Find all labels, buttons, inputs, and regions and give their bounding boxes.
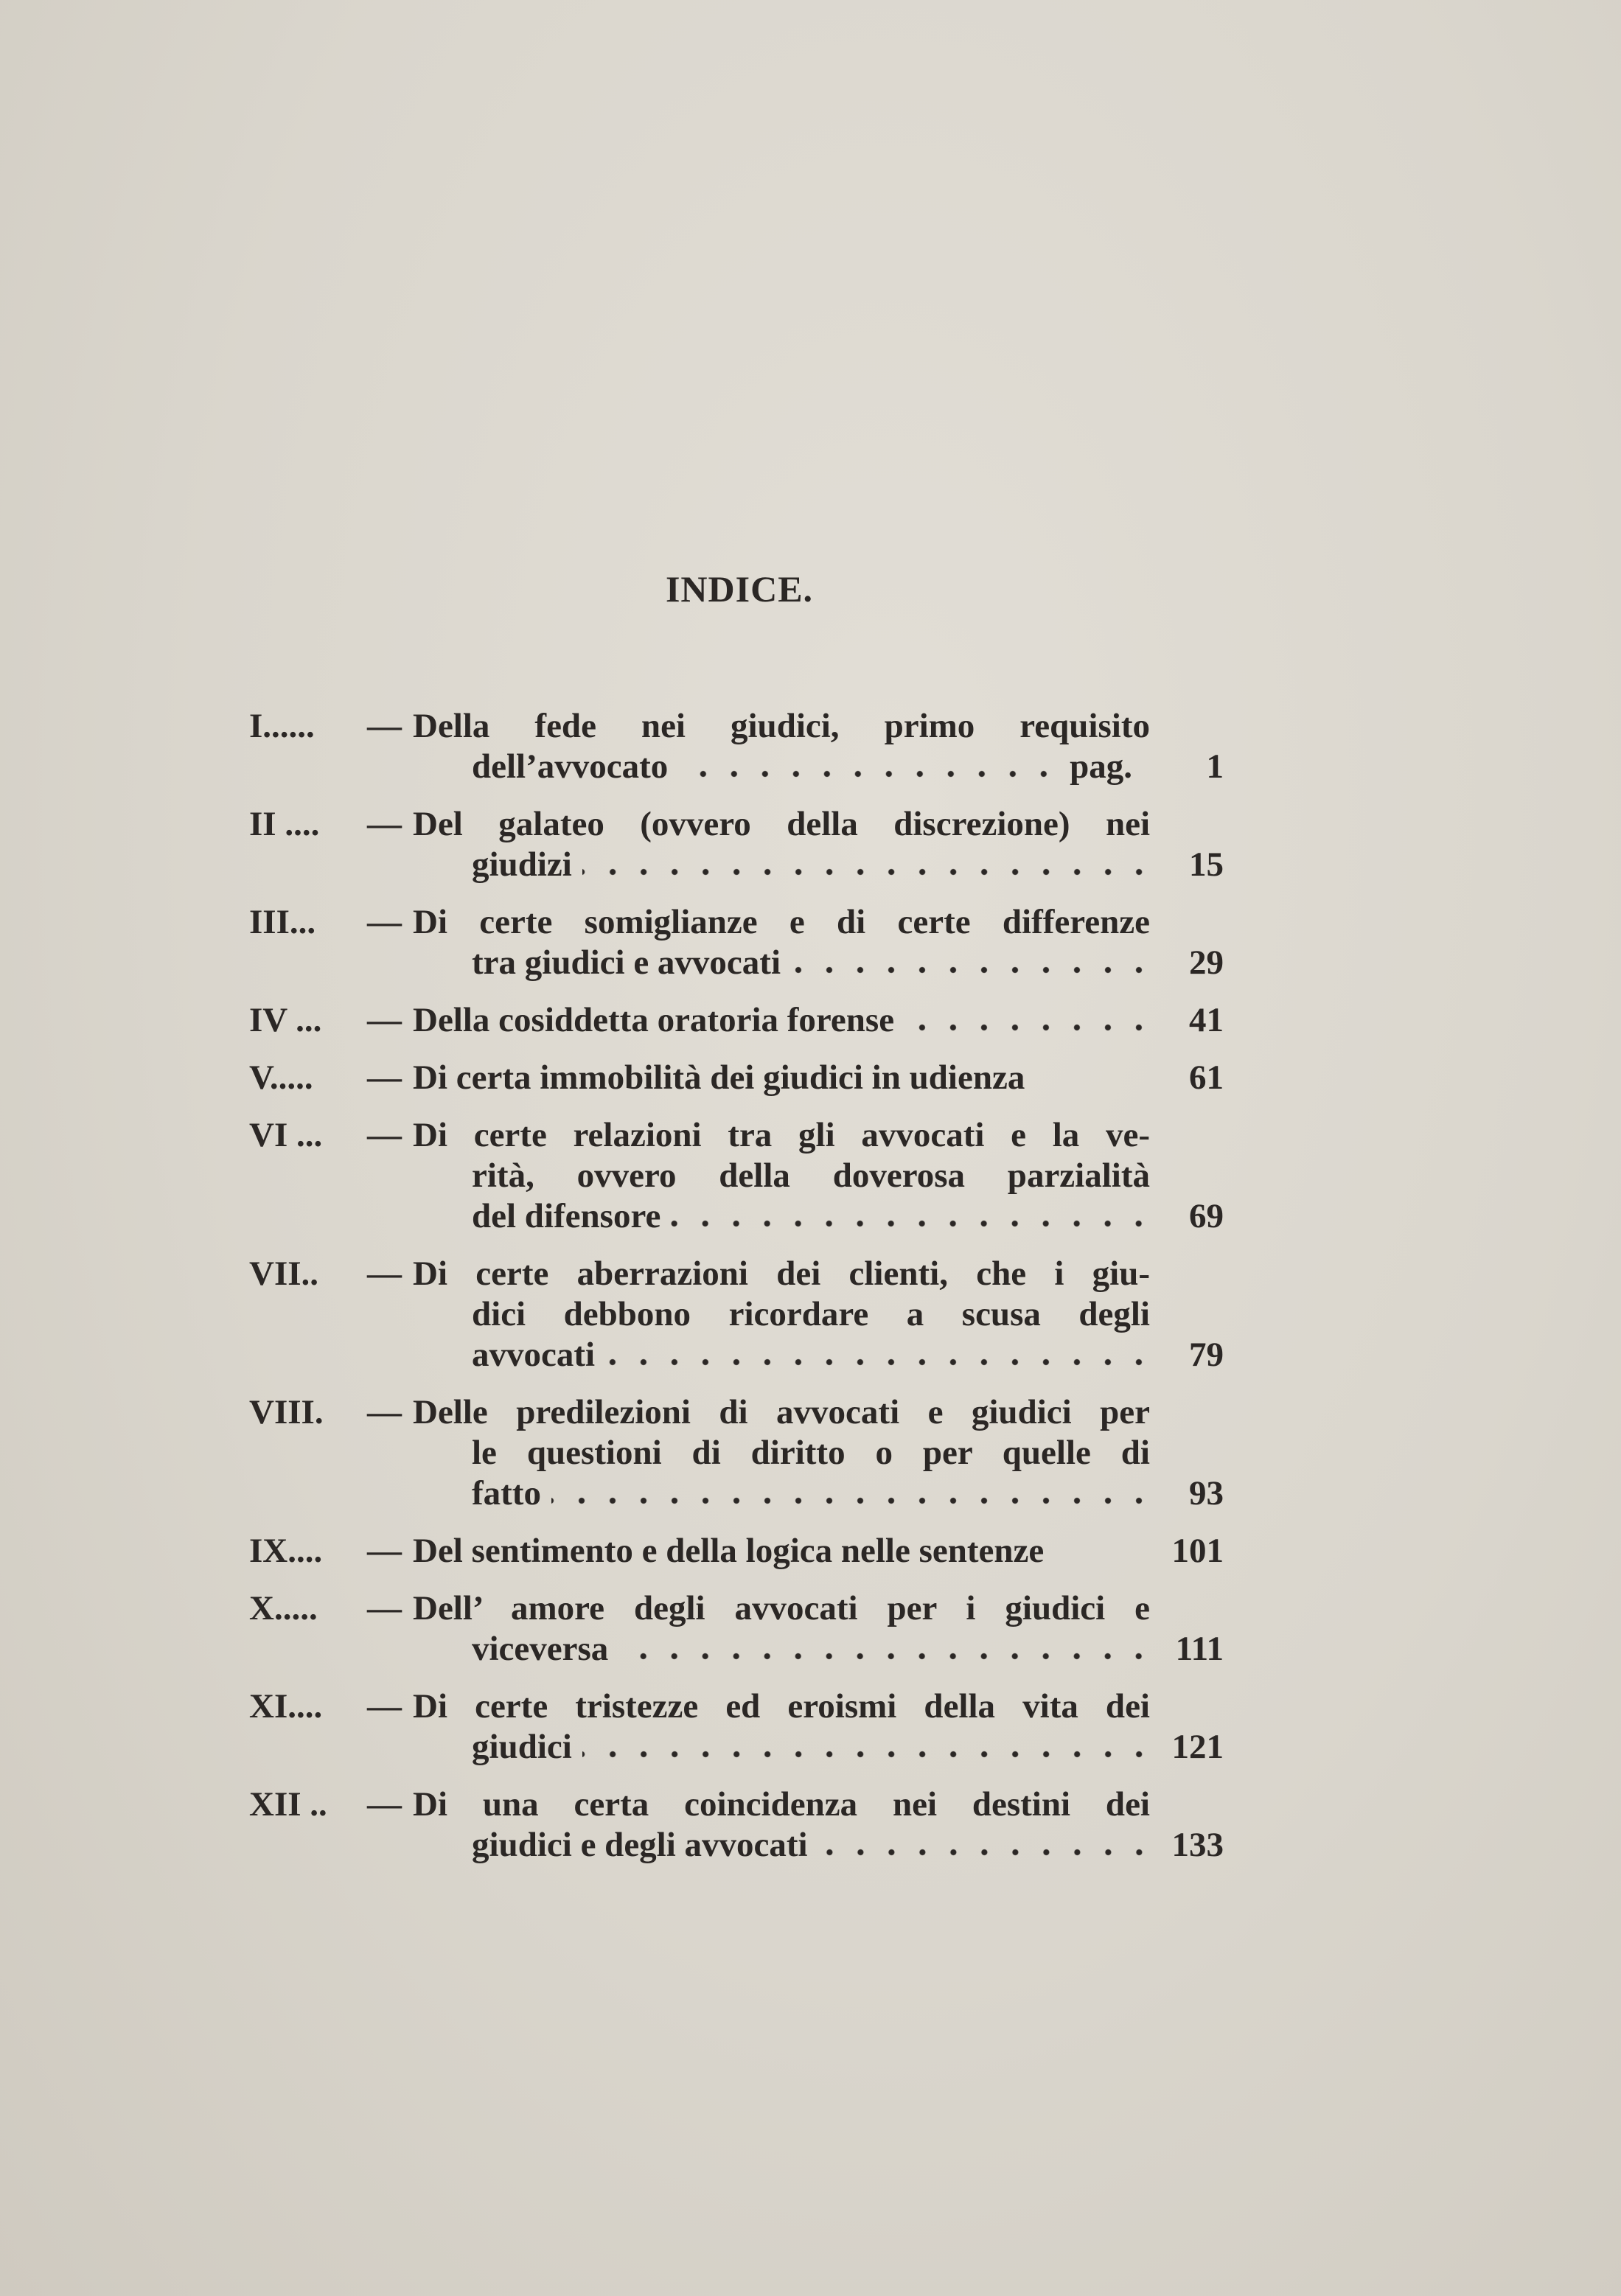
leader-dots	[818, 1849, 1154, 1856]
leader-dots	[551, 1497, 1154, 1504]
title-line: Della cosiddetta oratoria forense	[413, 1001, 895, 1039]
toc-entry[interactable]	[249, 1392, 1230, 1514]
title-last-line	[413, 1058, 1224, 1098]
toc-entry[interactable]	[249, 706, 1230, 787]
dash-separator: —	[367, 1687, 402, 1726]
dash-separator: —	[367, 1001, 402, 1039]
leader-dots	[791, 966, 1154, 974]
toc-entry[interactable]	[249, 804, 1230, 885]
title-line: Del sentimento e della logica nelle sentenze	[413, 1532, 1045, 1570]
chapter-number: VI ...	[249, 1116, 323, 1154]
chapter-title	[413, 1392, 1224, 1514]
dash-separator: —	[367, 1785, 402, 1824]
chapter-title	[413, 1058, 1224, 1098]
chapter-title	[413, 1784, 1224, 1866]
dash-separator: —	[367, 1532, 402, 1570]
title-line: le questioni di diritto o per quelle di	[472, 1434, 1150, 1472]
chapter-title	[413, 804, 1224, 885]
title-line: Di certa immobilità dei giudici in udienza	[413, 1058, 1025, 1097]
toc-entry[interactable]	[249, 1115, 1230, 1237]
chapter-number: XI....	[249, 1687, 323, 1726]
page-number: 69	[1189, 1197, 1224, 1235]
chapter-title	[413, 1254, 1224, 1375]
leader-dots	[618, 1653, 1154, 1660]
title-line: Dell’ amore degli avvocati per i giudici e	[413, 1589, 1150, 1627]
leader-dots	[582, 1751, 1154, 1758]
page-number: 121	[1171, 1728, 1224, 1766]
title-line: Di certe somiglianze e di certe differenze	[413, 903, 1150, 941]
title-last-line	[413, 1531, 1224, 1571]
chapter-number: VIII.	[249, 1393, 324, 1431]
page-number: 133	[1171, 1826, 1224, 1864]
title-line: Del galateo (ovvero della discrezione) nei	[413, 805, 1150, 843]
page-number: 101	[1171, 1532, 1224, 1570]
chapter-number: XII ..	[249, 1785, 327, 1824]
title-last-line	[413, 943, 1224, 983]
dash-separator: —	[367, 707, 402, 745]
page-number: 93	[1189, 1474, 1224, 1512]
chapter-title	[413, 706, 1224, 787]
toc-entry[interactable]	[249, 1588, 1230, 1669]
dash-separator: —	[367, 1589, 402, 1627]
title-line: rità, ovvero della doverosa parzialità	[472, 1156, 1150, 1195]
toc-entry[interactable]	[249, 1784, 1230, 1866]
title-last-line	[413, 747, 1224, 787]
page-number: 15	[1189, 845, 1224, 884]
chapter-title	[413, 1686, 1224, 1768]
toc-entry[interactable]	[249, 1000, 1230, 1041]
title-last-line	[413, 1000, 1224, 1041]
title-line: Della fede nei giudici, primo requisito	[413, 707, 1150, 745]
title-line: dici debbono ricordare a scusa degli	[472, 1295, 1150, 1333]
chapter-title	[413, 1531, 1224, 1571]
title-line: viceversa	[472, 1630, 609, 1668]
dash-separator: —	[367, 1393, 402, 1431]
chapter-number: V.....	[249, 1058, 313, 1097]
title-line: Delle predilezioni di avvocati e giudici per	[413, 1393, 1150, 1431]
dash-separator: —	[367, 805, 402, 843]
title-line: giudizi	[472, 845, 572, 884]
leader-dots	[582, 868, 1154, 876]
title-line: dell’avvocato	[472, 747, 669, 786]
toc-entry[interactable]	[249, 1686, 1230, 1768]
toc-entry[interactable]	[249, 1058, 1230, 1098]
page-number: 1	[1206, 747, 1224, 786]
title-last-line	[413, 1629, 1224, 1669]
chapter-number: IX....	[249, 1532, 323, 1570]
chapter-title	[413, 1115, 1224, 1237]
title-line: Di certe relazioni tra gli avvocati e la ve-	[413, 1116, 1150, 1154]
leader-dots	[678, 770, 1059, 778]
page-number: 79	[1189, 1336, 1224, 1374]
table-of-contents	[249, 706, 1230, 1882]
chapter-number: X.....	[249, 1589, 318, 1627]
title-last-line	[413, 1473, 1224, 1514]
chapter-title	[413, 902, 1224, 983]
dash-separator: —	[367, 1116, 402, 1154]
chapter-title	[413, 1000, 1224, 1041]
title-last-line	[413, 1727, 1224, 1768]
title-line: tra giudici e avvocati	[472, 943, 781, 982]
dash-separator: —	[367, 903, 402, 941]
title-line: Di certe aberrazioni dei clienti, che i giu-	[413, 1255, 1150, 1293]
leader-dots	[904, 1024, 1154, 1031]
dash-separator: —	[367, 1255, 402, 1293]
title-line: giudici e degli avvocati	[472, 1826, 808, 1864]
title-last-line	[413, 1196, 1224, 1237]
chapter-number: II ....	[249, 805, 320, 843]
index-title: INDICE.	[665, 568, 814, 610]
chapter-number: I......	[249, 707, 315, 745]
leader-dots	[671, 1220, 1154, 1227]
title-last-line	[413, 1335, 1224, 1375]
chapter-number: III...	[249, 903, 316, 941]
title-line: Di una certa coincidenza nei destini dei	[413, 1785, 1150, 1824]
leader-dots	[605, 1358, 1154, 1366]
title-line: del difensore	[472, 1197, 661, 1235]
title-line: giudici	[472, 1728, 572, 1766]
chapter-number: VII..	[249, 1255, 319, 1293]
page-number: 111	[1175, 1630, 1224, 1668]
title-last-line	[413, 1825, 1224, 1866]
chapter-title	[413, 1588, 1224, 1669]
page-number: 29	[1189, 943, 1224, 982]
title-line: Di certe tristezze ed eroismi della vita dei	[413, 1687, 1150, 1726]
toc-entry[interactable]	[249, 1254, 1230, 1375]
title-last-line	[413, 845, 1224, 885]
title-line: fatto	[472, 1474, 541, 1512]
chapter-number: IV ...	[249, 1001, 322, 1039]
page-number: 61	[1189, 1058, 1224, 1097]
dash-separator: —	[367, 1058, 402, 1097]
toc-entry[interactable]	[249, 1531, 1230, 1571]
pag-label: pag.	[1070, 747, 1132, 786]
page-number: 41	[1189, 1001, 1224, 1039]
toc-entry[interactable]	[249, 902, 1230, 983]
title-line: avvocati	[472, 1336, 596, 1374]
